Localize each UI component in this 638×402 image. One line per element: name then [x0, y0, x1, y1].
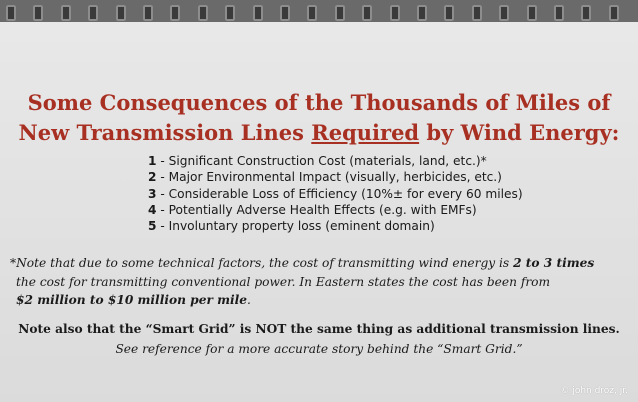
list-item	[148, 169, 523, 185]
list-item	[148, 202, 523, 218]
binding-ring	[499, 5, 509, 21]
binding-ring	[88, 5, 98, 21]
binding-ring	[444, 5, 454, 21]
smart-grid-note: Note also that the “Smart Grid” is NOT the same thing as additional transmission lines.	[18, 322, 620, 336]
item-number: 4	[148, 202, 157, 217]
binding-ring	[390, 5, 400, 21]
item-number: 1	[148, 154, 157, 168]
footnote-line-3	[10, 291, 635, 310]
binding-ring	[61, 5, 71, 21]
binding-ring	[280, 5, 290, 21]
binding-ring	[6, 5, 16, 21]
binding-ring	[581, 5, 591, 21]
list-item	[148, 218, 523, 234]
title-underlined-word: Required	[311, 120, 420, 145]
binding-ring	[225, 5, 235, 21]
item-text: - Potentially Adverse Health Effects (e.g. with EMFs)	[156, 202, 477, 217]
notebook-binding	[0, 0, 638, 22]
binding-ring	[143, 5, 153, 21]
footnote-text: *Note that due to some technical factors, the cost of transmitting wind energy is	[10, 256, 514, 270]
consequence-list	[148, 153, 523, 234]
binding-ring	[170, 5, 180, 21]
footnote-cost-range: $2 million to $10 million per mile	[16, 293, 248, 307]
title-line-2-end: by Wind Energy:	[419, 120, 620, 145]
item-text: - Major Environmental Impact (visually, herbicides, etc.)	[156, 170, 502, 185]
footnote-period: .	[247, 293, 251, 307]
binding-ring	[253, 5, 263, 21]
binding-ring	[609, 5, 619, 21]
binding-ring	[335, 5, 345, 21]
binding-ring	[33, 5, 43, 21]
footnote-line-1	[10, 254, 635, 273]
binding-ring	[527, 5, 537, 21]
copyright-label: © john droz, jr.	[560, 386, 628, 396]
binding-ring	[307, 5, 317, 21]
item-text: - Involuntary property loss (eminent domain)	[156, 219, 435, 234]
binding-ring	[362, 5, 372, 21]
footnote-line-2: the cost for transmitting conventional power. In Eastern states the cost has been from	[16, 274, 551, 289]
item-number: 2	[148, 170, 157, 185]
item-text: - Significant Construction Cost (materials, land, etc.)*	[156, 154, 487, 168]
title-line-2	[0, 118, 638, 148]
binding-ring	[116, 5, 126, 21]
binding-ring	[198, 5, 208, 21]
item-number: 5	[148, 219, 157, 234]
title-line-2-start: New Transmission Lines	[18, 120, 312, 145]
list-item	[148, 186, 523, 202]
item-number: 3	[148, 186, 157, 201]
cost-footnote	[10, 254, 635, 310]
reference-note: See reference for a more accurate story behind the “Smart Grid.”	[115, 342, 523, 356]
slide-title	[0, 88, 638, 148]
footnote-emphasis: 2 to 3 times	[513, 256, 595, 270]
binding-ring	[417, 5, 427, 21]
item-text: - Considerable Loss of Efficiency (10%± for every 60 miles)	[156, 186, 523, 201]
title-line-1: Some Consequences of the Thousands of Miles of	[27, 90, 611, 115]
binding-ring	[554, 5, 564, 21]
list-item	[148, 153, 523, 169]
binding-ring	[472, 5, 482, 21]
